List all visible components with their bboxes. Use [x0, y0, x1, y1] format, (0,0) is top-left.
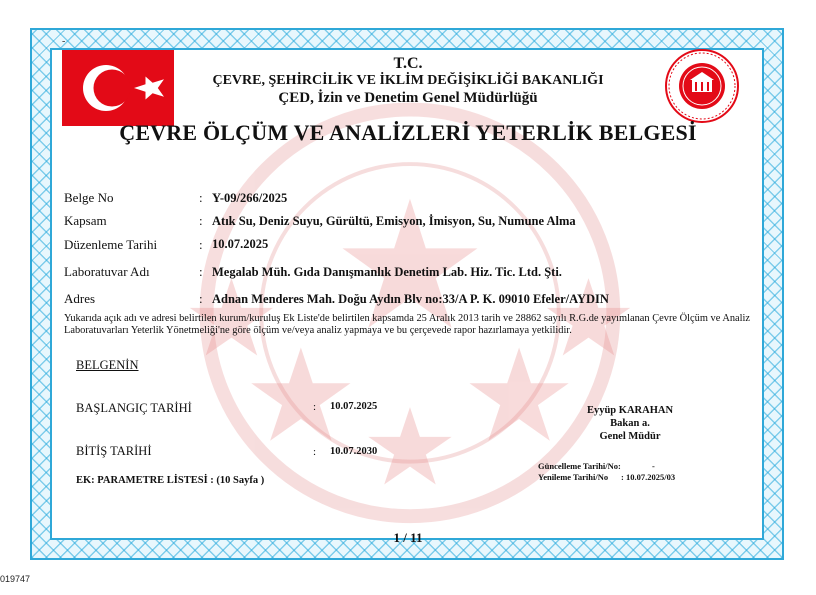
field-colon: :	[313, 446, 317, 458]
field-label-belge-no: Belge No	[64, 190, 114, 205]
certificate-title: ÇEVRE ÖLÇÜM VE ANALİZLERİ YETERLİK BELGESİ	[119, 120, 697, 145]
field-colon: :	[313, 401, 317, 413]
signatory-name: Eyyüp KARAHAN	[586, 405, 674, 416]
field-colon: :	[199, 213, 203, 228]
country-heading: T.C.	[393, 55, 423, 72]
field-label-duzenleme-tarihi: Düzenleme Tarihi	[64, 237, 158, 252]
field-value-laboratuvar-adi: Megalab Müh. Gıda Danışmanlık Denetim Lab. Hiz. Tic. Ltd. Şti.	[212, 265, 562, 279]
update-value: -	[652, 461, 655, 471]
field-colon: :	[199, 237, 203, 252]
field-colon: :	[199, 291, 203, 306]
document-code: 019747	[0, 574, 31, 584]
page-number: 1 / 11	[393, 530, 423, 545]
directorate-name: ÇED, İzin ve Denetim Genel Müdürlüğü	[278, 90, 538, 106]
field-label-kapsam: Kapsam	[64, 213, 107, 228]
field-colon: :	[199, 264, 203, 279]
field-colon: :	[199, 190, 203, 205]
field-value-belge-no: Y-09/266/2025	[212, 191, 288, 205]
field-value-kapsam: Atık Su, Deniz Suyu, Gürültü, Emisyon, İmisyon, Su, Numune Alma	[212, 214, 576, 228]
renewal-value: : 10.07.2025/03	[621, 472, 676, 482]
update-label: Güncelleme Tarihi/No:	[538, 461, 621, 471]
start-date-value: 10.07.2025	[330, 401, 378, 412]
field-label-laboratuvar-adi: Laboratuvar Adı	[64, 264, 150, 279]
end-date-label: BİTİŞ TARİHİ	[76, 444, 152, 458]
signatory-title: Genel Müdür	[599, 431, 661, 442]
authorization-statement: Yukarıda açık adı ve adresi belirtilen kurum/kuruluş Ek Liste'de belirtilen kapsamda 25 Aralık 2013 tarih ve 28862 sayılı R.G.de yayımlanan Çevre Ölçüm ve Analiz Laboratuvarları Yeterlik Yönetmeliği'ne göre ölçüm ve/veya analiz yapmaya ve bu çerçevede rapor hazırlamaya yetkilidir.	[64, 313, 751, 336]
ministry-name: ÇEVRE, ŞEHİRCİLİK VE İKLİM DEĞİŞİKLİĞİ BAKANLIĞI	[212, 73, 604, 88]
field-value-adres: Adnan Menderes Mah. Doğu Aydın Blv no:33/A P. K. 09010 Efeler/AYDIN	[212, 292, 609, 306]
start-date-label: BAŞLANGIÇ TARİHİ	[76, 401, 192, 415]
renewal-label: Yenileme Tarihi/No	[538, 472, 609, 482]
corner-mark: -	[62, 36, 66, 47]
field-label-adres: Adres	[64, 291, 96, 306]
annex-parameter-list: EK: PARAMETRE LİSTESİ : (10 Sayfa )	[76, 475, 265, 486]
signatory-on-behalf: Bakan a.	[610, 418, 650, 429]
end-date-value: 10.07.2030	[330, 446, 378, 457]
field-value-duzenleme-tarihi: 10.07.2025	[212, 237, 269, 251]
validity-heading: BELGENİN	[76, 358, 139, 372]
